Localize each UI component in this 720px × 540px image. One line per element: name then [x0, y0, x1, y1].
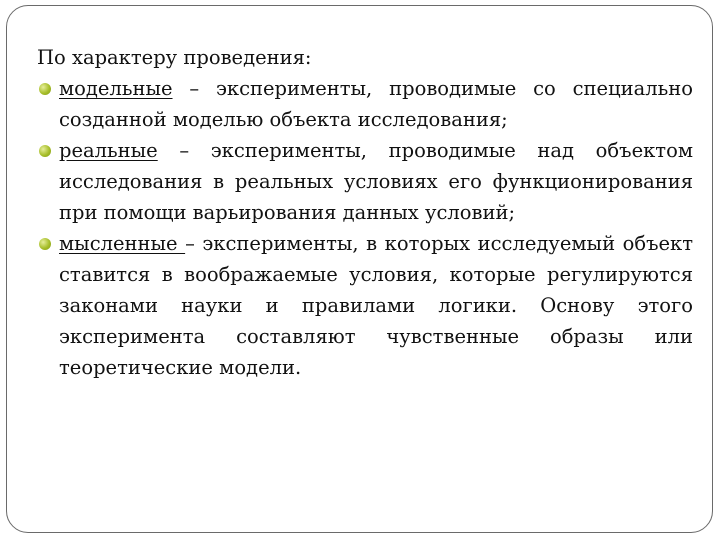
- item-dash: –: [157, 139, 211, 162]
- slide-heading: По характеру проведения:: [37, 46, 312, 69]
- item-term: мысленные: [59, 232, 186, 255]
- bullet-icon: [39, 145, 51, 157]
- bullet-list: [37, 73, 693, 383]
- item-dash: –: [185, 232, 203, 255]
- item-term: модельные: [59, 77, 173, 100]
- item-text: эксперименты, проводимые со специально созданной моделью объекта исследования;: [59, 77, 693, 131]
- slide-content: [37, 42, 693, 383]
- list-item: [37, 135, 693, 228]
- list-item: [37, 228, 693, 383]
- slide-frame: [6, 5, 713, 533]
- item-dash: –: [172, 77, 216, 100]
- item-term: реальные: [59, 139, 158, 162]
- item-text: эксперименты, проводимые над объектом исследования в реальных условиях его функционирования при помощи варьирования данных условий;: [59, 139, 693, 224]
- bullet-icon: [39, 238, 51, 250]
- list-item: [37, 73, 693, 135]
- item-text: эксперименты, в которых исследуемый объект ставится в воображаемые условия, которые регулируются законами науки и правилами логики. Основу этого эксперимента составляют чувственные образы или теоретические модели.: [59, 232, 693, 379]
- bullet-icon: [39, 83, 51, 95]
